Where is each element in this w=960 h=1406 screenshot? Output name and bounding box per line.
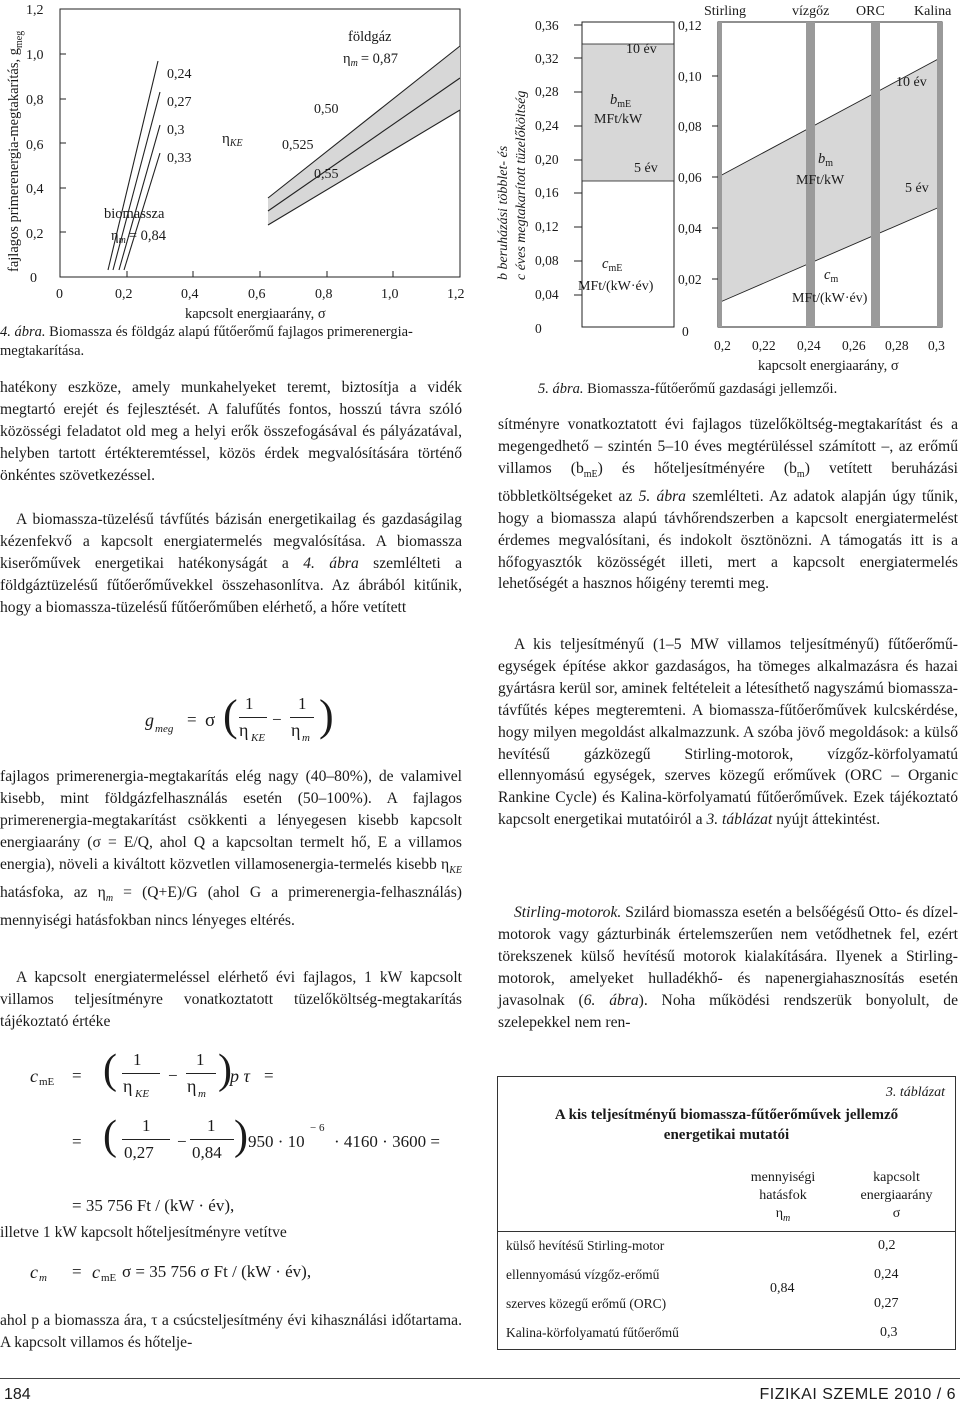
fig4-xticks [56,287,465,302]
left-paragraph-5: illetve 1 kW kapcsolt hőteljesítményre vetítve [0,1224,287,1241]
fig4-bio-label: 0,33 [167,151,192,166]
fig5-right-yticks [678,18,702,339]
svg-text:0,3: 0,3 [928,338,945,353]
svg-text:0,26: 0,26 [842,338,866,353]
fig4-xtick: 0,6 [248,287,266,302]
svg-text:vízgőz: vízgőz [792,4,830,19]
table-row: szerves közegű erőmű (ORC) [506,1296,667,1311]
fig4-gas-label: 0,50 [314,102,339,117]
table-cell-sigma: 0,27 [874,1296,899,1311]
fig5-left-b: $b_{mE}$ [610,92,632,110]
fig4-ylabel: fajlagos primerenergia-megtakarítás, $g_{meg}$ [6,30,25,272]
gmeg-equation: g meg = σ ( 1 η KE − 1 η m ) [145,691,334,744]
fig4-bio-label: 0,3 [167,123,185,138]
left-paragraph-1: hatékony eszköze, amely munkahelyeket teremt, biztosítja a vidék megtartó erejét és fejlesztését. A falufűtés fontos, hosszú távra szóló közösségi feladatot old meg a helyi erők összefogásával és pályázatával, helyben tartott értékteremtéssel, közös érdek megvalósítására történő önkéntes szövetkezéssel. [0,379,462,484]
svg-text:0,10: 0,10 [678,69,702,84]
fig4-xlabel: kapcsolt energiaarány, σ [185,306,326,320]
fig5-ylabel-1: b beruházási többlet- és [496,145,511,280]
fig5-caption: 5. ábra. Biomassza-fűtőerőmű gazdasági jellemzői. [538,381,838,397]
fig4-bio-label: 0,27 [167,95,192,110]
table-title: A kis teljesítményű biomassza-fűtőerőművek jellemző energetikai mutatói [554,1107,899,1143]
fig4-bio-label: 0,24 [167,67,192,82]
fig5-xticks [714,338,945,353]
fig5-right-10ev: 10 év [896,75,927,90]
table-cell-eta: 0,84 [770,1281,795,1296]
cm-equation: c m = c mE σ = 35 756 σ Ft / (kW · év), [30,1262,312,1284]
left-paragraph-2: A biomassza-tüzelésű távfűtés bázisán energetikailag és gazdaságilag kézenfekvő a kapcsolt energiatermelés megvalósítása. A biomassza kiserőművek energetikai hatékonyságát a 4. ábra szemlélteti a földgáztüzelésű fűtőerőművekkel összehasonlítva. Az ábrából kitűnik, hogy a biomassza-tüzelésű fűtőerőműben elérhető, a hőre vetített [0,511,463,616]
table-3 [497,1076,956,1350]
fig4-gas-eta: $\eta_m = 0,87$ [343,51,399,69]
page-number: 184 [4,1386,31,1403]
right-paragraph-3: Stirling-motorok. Szilárd biomassza esetén a belsőégésű Otto- és dízel-motorok vagy gázturbinák értelemszerűen nem vetődhetnek fel, ezért törekszenek külső hevítésű motorok kialakítására. Ilyenek a Stirling-motorok, amelyeket hulladékhő- és napenergiahasznosítás esetén javasolnak (6. ábra). Noha működési rendszerük bonyolult, de szelepekkel nem ren- [498,904,958,1031]
fig5-right-c: $c_m$ [824,267,839,285]
table-col-sigma: kapcsolt energiaarány σ [860,1170,933,1221]
figure-4-chart [0,0,475,320]
fig4-ytick: 1,2 [26,3,44,18]
fig5-left-c-unit: MFt/(kW·év) [578,279,654,294]
svg-text:0,16: 0,16 [535,185,559,200]
svg-text:0,28: 0,28 [885,338,909,353]
fig4-ytick: 0 [30,271,37,286]
fig4-ytick: 0,4 [26,182,44,197]
fig4-ytick: 0,6 [26,138,44,153]
fig5-top-labels [704,4,952,19]
table-cell-sigma: 0,3 [880,1325,898,1340]
table-cell-sigma: 0,2 [878,1238,896,1253]
fig4-gas-label: 0,525 [282,138,314,153]
left-paragraph-3: fajlagos primerenergia-megtakarítás elég nagy (40–80%), de valamivel kisebb, mint földgázfelhasználás esetén (50–100%). A fajlagos primerenergia-megtakarítást csökkenti a lényegesen kisebb kapcsolt energiaarány (σ = E/Q, ahol Q a kapcsoltan termelt hő, E a villamos energia), növeli a kiváltott közvetlen villamosenergia-termelés kisebb $\eta_{KE}$ hatásfoka, az $\eta_m = (Q+E)/G$ (ahol G a primerenergia-felhasználás) mennyiségi hatásfokban nincs lényeges eltérés. [0,768,462,929]
svg-text:0,08: 0,08 [678,119,702,134]
svg-text:0,08: 0,08 [535,253,559,268]
fig4-xtick: 0,8 [315,287,333,302]
svg-text:0,02: 0,02 [678,272,702,287]
fig4-ytick: 0,2 [26,227,44,242]
fig5-ylabel-2: c éves megtakarított tüzelőköltség [514,90,529,280]
fig4-xtick: 0,2 [115,287,133,302]
fig5-right-b-unit: MFt/kW [796,173,845,188]
svg-text:0,22: 0,22 [752,338,776,353]
fig4-xtick: 0 [56,287,63,302]
svg-text:0: 0 [535,321,542,336]
table-cell-sigma: 0,24 [874,1267,899,1282]
fig5-bar-stirling [718,22,722,327]
fig5-right-b: $b_m$ [818,151,834,169]
table-row: külső hevítésű Stirling-motor [506,1238,665,1253]
svg-text:0,20: 0,20 [535,152,559,167]
fig4-caption: 4. ábra. Biomassza és földgáz alapú fűtőerőmű fajlagos primerenergia-megtakarítása. [0,324,413,359]
svg-text:0,12: 0,12 [535,219,559,234]
table-row: Kalina-körfolyamatú fűtőerőmű [506,1325,679,1340]
right-paragraph-1: sítményre vonatkoztatott évi fajlagos tüzelőköltség-megtakarítást és a megengedhető – szintén 5–10 éves megtérüléssel számított –, az erőmű villamos $(b_{mE})$ és hőteljesítményére $(b_m)$ vetített beruházási többletköltségeket az 5. ábra szemlélteti. Az adatok alapján úgy tűnik, hogy a biomassza alapú távhőrendszerben a kapcsolt energiatermelést érdemes megvalósítani, és indokolt ösztönözni. A támogatás itt is a hőfogyasztók közösségét illeti, mert a kapcsolt energiatermelés lehetőségét a hasznos hőigény teremti meg. [498,416,958,593]
table-row: ellennyomású vízgőz-erőmű [506,1267,660,1282]
fig5-left-10ev: 10 év [626,42,657,57]
fig4-biomass-label: biomassza [104,206,165,222]
cme-equation: c mE = ( 1 η KE − 1 η m ) p τ = = ( 1 0,27 − 1 0,84 ) 950 · 10 − 6 · 4160 · 3600 = = 35 756 Ft / (kW · év), [30,1047,440,1215]
fig5-left-b-unit: MFt/kW [594,112,643,127]
fig4-eta-ke: $\eta_{KE}$ [222,131,243,149]
svg-text:Stirling: Stirling [704,4,747,19]
svg-text:0,36: 0,36 [535,18,559,33]
table-col-eta: mennyiségi hatásfok $\eta_m$ [750,1170,816,1224]
svg-text:0,24: 0,24 [535,118,559,133]
fig5-left-c: $c_{mE}$ [602,256,623,274]
svg-text:0: 0 [682,324,689,339]
svg-text:0,28: 0,28 [535,84,559,99]
fig4-xtick: 1,0 [381,287,399,302]
fig5-bar-kalina [937,22,943,327]
svg-text:0,2: 0,2 [714,338,731,353]
fig4-xtick: 0,4 [181,287,199,302]
fig5-right-c-unit: MFt/(kW·év) [792,291,868,306]
fig5-right-5ev: 5 év [905,181,929,196]
svg-text:0,12: 0,12 [678,18,702,33]
svg-text:0,04: 0,04 [678,221,702,236]
svg-text:ORC: ORC [856,4,885,19]
table-label: 3. táblázat [885,1085,945,1100]
fig4-ytick: 0,8 [26,93,44,108]
fig4-gas-name: földgáz [348,29,392,45]
journal-name: FIZIKAI SZEMLE 2010 / 6 [759,1386,956,1403]
fig4-biomass-eta: $\eta_m = 0,84$ [111,228,167,246]
fig4-gas-band [268,46,460,225]
fig4-yticks [26,3,44,286]
svg-text:0,32: 0,32 [535,51,559,66]
figure-5-chart [492,0,960,380]
fig5-left-5ev: 5 év [634,161,658,176]
footer-rule [0,1378,960,1379]
fig4-xtick: 1,2 [447,287,465,302]
svg-text:0,04: 0,04 [535,287,559,302]
left-paragraph-4: A kapcsolt energiatermeléssel elérhető évi fajlagos, 1 kW kapcsolt villamos teljesítményre vonatkoztatott tüzelőköltség-megtakarítás tájékoztató értéke [0,969,462,1030]
svg-text:0,24: 0,24 [797,338,821,353]
svg-text:Kalina: Kalina [914,4,952,19]
fig4-gas-label: 0,55 [314,167,339,182]
left-paragraph-6: ahol p a biomassza ára, τ a csúcsteljesítmény évi kihasználási időtartama. A kapcsolt villamos és hőtelje- [0,1312,462,1351]
fig4-ytick: 1,0 [26,48,44,63]
fig5-left-yticks [535,18,559,336]
svg-text:0,06: 0,06 [678,170,702,185]
right-paragraph-2: A kis teljesítményű (1–5 MW villamos teljesítményű) fűtőerőmű-egységek építése akkor gazdaságos, ha tömeges alkalmazásra és hazai gyártásra kerül sor, aminek feltételeit a létesíthető nagyszámú biomassza-távfűtés képes megteremteni. A biomassza-fűtőerőművek kulcskérdése, hogy milyen megoldást alkalmazzunk. A szóba jövő megoldások: a külső hevítésű gázközegű Stirling-motorok, vízgőz-körfolyamatú ellennyomású egységek, szerves közegű erőművek (ORC – Organic Rankine Cycle) és Kalina-körfolyamatú fűtőerőművek. Ezek tájékoztató kapcsolt energetikai mutatóiról a 3. táblázat nyújt áttekintést. [498,636,958,829]
fig5-bar-orc [871,22,880,327]
fig5-xlabel: kapcsolt energiaarány, σ [758,358,899,374]
